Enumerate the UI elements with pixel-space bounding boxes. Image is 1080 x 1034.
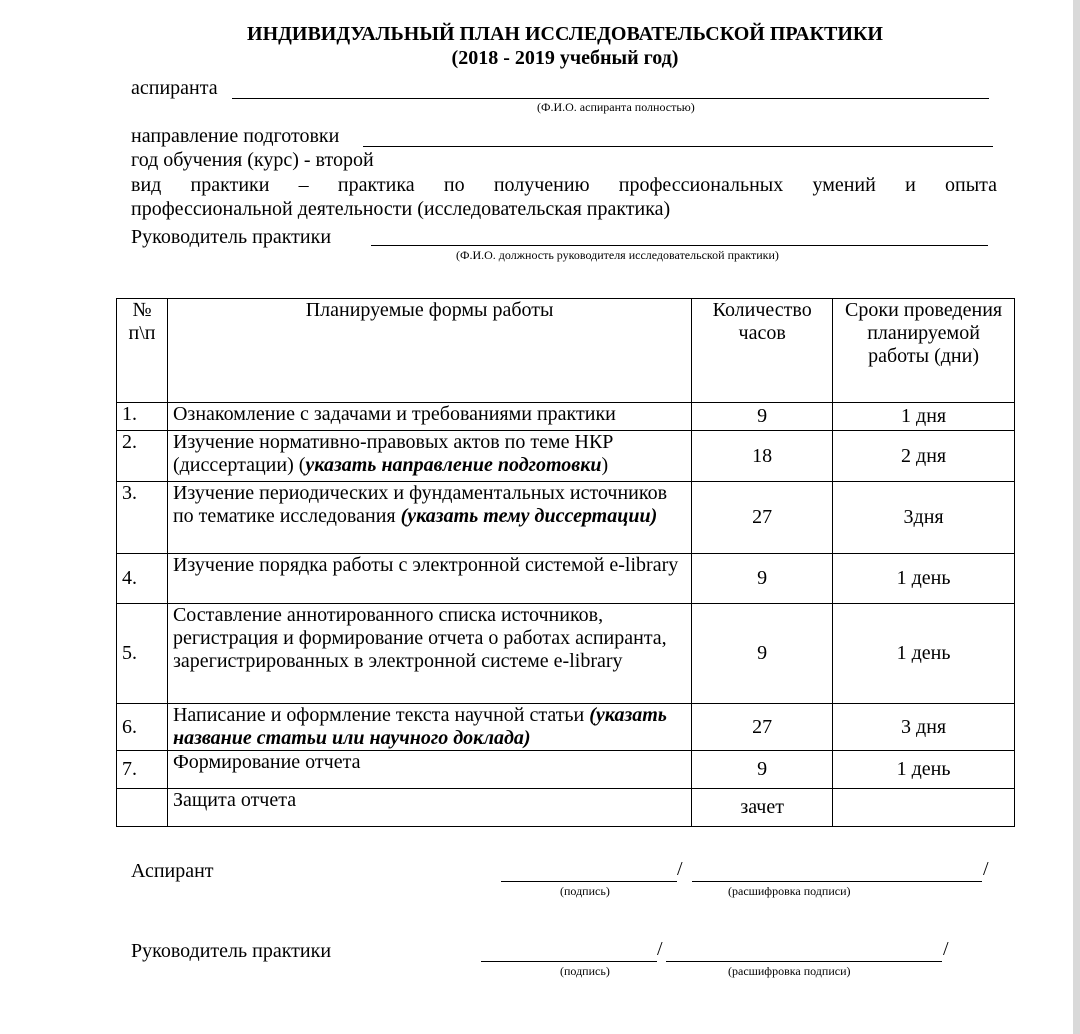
row-work bbox=[167, 482, 691, 554]
row-days: 2 дня bbox=[833, 431, 1015, 482]
supervisor-name-field[interactable] bbox=[371, 245, 988, 246]
supervisor-signature-field[interactable] bbox=[481, 961, 657, 962]
table-row bbox=[117, 482, 1015, 554]
row-hours: 18 bbox=[692, 431, 833, 482]
row-work bbox=[167, 554, 691, 604]
direction-label: направление подготовки bbox=[131, 125, 340, 147]
row-work bbox=[167, 604, 691, 704]
student-signature-decode-field[interactable] bbox=[692, 881, 982, 882]
row-num: 4. bbox=[117, 554, 168, 604]
row-days: 3дня bbox=[833, 482, 1015, 554]
row-work-text: Формирование отчета bbox=[172, 751, 361, 773]
table-row bbox=[117, 789, 1015, 827]
student-caption: (Ф.И.О. аспиранта полностью) bbox=[537, 100, 695, 114]
table-header-row bbox=[117, 299, 1015, 403]
row-days bbox=[833, 789, 1015, 827]
sign-caption: (подпись) bbox=[560, 884, 610, 898]
row-work-emphasis: (указать название статьи или научного доклада) bbox=[172, 704, 667, 749]
table-row bbox=[117, 604, 1015, 704]
row-work bbox=[167, 789, 691, 827]
row-work-text: Защита отчета bbox=[172, 789, 297, 811]
supervisor-caption: (Ф.И.О. должность руководителя исследовательской практики) bbox=[456, 248, 779, 262]
slash: / bbox=[657, 938, 663, 960]
row-days: 1 день bbox=[833, 554, 1015, 604]
sign-caption: (подпись) bbox=[560, 964, 610, 978]
row-work-text: Написание и оформление текста научной статьи bbox=[172, 704, 590, 726]
header-hours: Количество часов bbox=[692, 299, 833, 403]
supervisor-signature-decode-field[interactable] bbox=[666, 961, 942, 962]
document-subtitle: (2018 - 2019 учебный год) bbox=[451, 47, 679, 69]
direction-field[interactable] bbox=[363, 146, 993, 147]
student-label: аспиранта bbox=[131, 77, 218, 99]
row-num: 1. bbox=[117, 403, 168, 431]
page-edge bbox=[1073, 0, 1080, 1034]
row-num: 7. bbox=[117, 751, 168, 789]
row-num: 5. bbox=[117, 604, 168, 704]
decode-caption: (расшифровка подписи) bbox=[728, 964, 851, 978]
row-work bbox=[167, 704, 691, 751]
row-work bbox=[167, 431, 691, 482]
student-name-field[interactable] bbox=[232, 98, 989, 99]
row-hours: 27 bbox=[692, 704, 833, 751]
row-num: 3. bbox=[117, 482, 168, 554]
slash: / bbox=[677, 858, 683, 880]
row-num: 2. bbox=[117, 431, 168, 482]
row-work bbox=[167, 751, 691, 789]
student-sign-label: Аспирант bbox=[131, 860, 214, 882]
row-hours: 27 bbox=[692, 482, 833, 554]
slash: / bbox=[983, 858, 989, 880]
header-num: № п\п bbox=[117, 299, 168, 403]
row-hours: зачет bbox=[692, 789, 833, 827]
row-days: 1 день bbox=[833, 751, 1015, 789]
row-work-emphasis: указать направление подготовки bbox=[305, 454, 602, 476]
table-row bbox=[117, 431, 1015, 482]
row-hours: 9 bbox=[692, 554, 833, 604]
practice-type-line1: вид практики – практика по получению профессиональных умений и опыта bbox=[131, 174, 997, 196]
row-days: 3 дня bbox=[833, 704, 1015, 751]
row-work-text: Составление аннотированного списка источников, регистрация и формирование отчета о работах аспиранта, зарегистрированных в электронной системе e-library bbox=[172, 604, 667, 672]
row-work-text: Изучение периодических и фундаментальных источников по тематике исследования bbox=[172, 482, 668, 527]
document-title: ИНДИВИДУАЛЬНЫЙ ПЛАН ИССЛЕДОВАТЕЛЬСКОЙ ПРАКТИКИ bbox=[247, 23, 883, 45]
practice-type-line2: профессиональной деятельности (исследовательская практика) bbox=[131, 198, 671, 220]
row-work-text: Изучение порядка работы с электронной системой e-library bbox=[172, 554, 679, 576]
row-work-text: Изучение нормативно-правовых актов по теме НКР (диссертации) ( bbox=[172, 431, 614, 476]
row-work bbox=[167, 403, 691, 431]
table-row bbox=[117, 704, 1015, 751]
header-work: Планируемые формы работы bbox=[167, 299, 691, 403]
row-hours: 9 bbox=[692, 604, 833, 704]
header-days: Сроки проведения планируемой работы (дни) bbox=[833, 299, 1015, 403]
supervisor-sign-label: Руководитель практики bbox=[131, 940, 332, 962]
row-work-text: Ознакомление с задачами и требованиями практики bbox=[172, 403, 616, 425]
slash: / bbox=[943, 938, 949, 960]
table-row bbox=[117, 751, 1015, 789]
plan-table bbox=[116, 298, 1015, 827]
year-label: год обучения (курс) - второй bbox=[131, 149, 374, 171]
row-days: 1 дня bbox=[833, 403, 1015, 431]
row-num bbox=[117, 789, 168, 827]
table-row bbox=[117, 554, 1015, 604]
table-row bbox=[117, 403, 1015, 431]
row-num: 6. bbox=[117, 704, 168, 751]
row-hours: 9 bbox=[692, 403, 833, 431]
row-hours: 9 bbox=[692, 751, 833, 789]
decode-caption: (расшифровка подписи) bbox=[728, 884, 851, 898]
row-work-emphasis: (указать тему диссертации) bbox=[400, 505, 658, 527]
student-signature-field[interactable] bbox=[501, 881, 677, 882]
supervisor-label: Руководитель практики bbox=[131, 226, 332, 248]
row-work-tail: ) bbox=[601, 454, 609, 476]
row-days: 1 день bbox=[833, 604, 1015, 704]
